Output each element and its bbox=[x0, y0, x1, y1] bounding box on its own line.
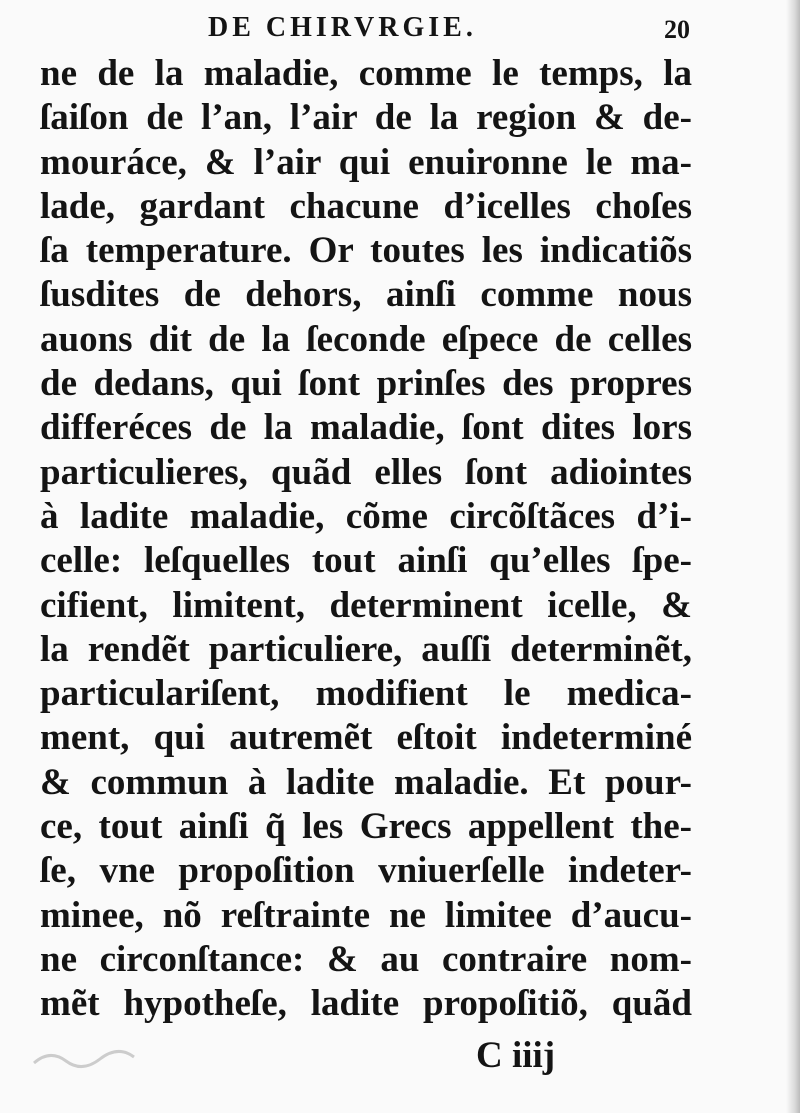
text-line: minee, nõ reſtrainte ne limitee d’aucu- bbox=[40, 894, 692, 936]
text-line: lade, gardant chacune d’icelles choſes bbox=[40, 185, 692, 227]
text-line: mouráce, & l’air qui enuironne le ma- bbox=[40, 141, 692, 183]
signature-mark: C iiij bbox=[476, 1035, 556, 1076]
text-line: la rendẽt particuliere, auſſi determinẽt, bbox=[40, 628, 692, 670]
text-line: ſaiſon de l’an, l’air de la region & de- bbox=[40, 97, 692, 139]
text-line: auons dit de la ſeconde eſpece de celles bbox=[40, 318, 692, 360]
page-edge-shadow bbox=[786, 0, 800, 1113]
text-line: celle: leſquelles tout ainſi qu’elles ſpe- bbox=[40, 540, 692, 582]
show-through-bleed bbox=[30, 1045, 140, 1069]
text-line: ment, qui autremẽt eſtoit indeterminé bbox=[40, 717, 692, 759]
page-header bbox=[0, 6, 800, 46]
text-line: ce, tout ainſi q̃ les Grecs appellent the- bbox=[40, 806, 692, 848]
text-line: differéces de la maladie, ſont dites lors bbox=[40, 407, 692, 449]
text-line: ſe, vne propoſition vniuerſelle indeter- bbox=[40, 850, 692, 892]
body-text bbox=[40, 52, 730, 1027]
text-line: particulariſent, modifient le medica- bbox=[40, 673, 692, 715]
text-line: particulieres, quãd elles ſont adiointes bbox=[40, 451, 692, 493]
text-line: cifient, limitent, determinent icelle, & bbox=[40, 584, 692, 626]
page-number: 20 bbox=[664, 15, 690, 44]
text-line: ſusdites de dehors, ainſi comme nous bbox=[40, 274, 692, 316]
text-line: & commun à ladite maladie. Et pour- bbox=[40, 761, 692, 803]
running-head: DE CHIRVRGIE. bbox=[208, 12, 477, 43]
text-line: ne circonſtance: & au contraire nom- bbox=[40, 938, 692, 980]
text-line: de dedans, qui ſont prinſes des propres bbox=[40, 363, 692, 405]
text-line: mẽt hypotheſe, ladite propoſitiõ, quãd bbox=[40, 983, 692, 1025]
text-line: ne de la maladie, comme le temps, la bbox=[40, 53, 692, 94]
text-line: ſa temperature. Or toutes les indicatiõs bbox=[40, 230, 692, 272]
text-line: à ladite maladie, cõme circõſtãces d’i- bbox=[40, 495, 692, 537]
